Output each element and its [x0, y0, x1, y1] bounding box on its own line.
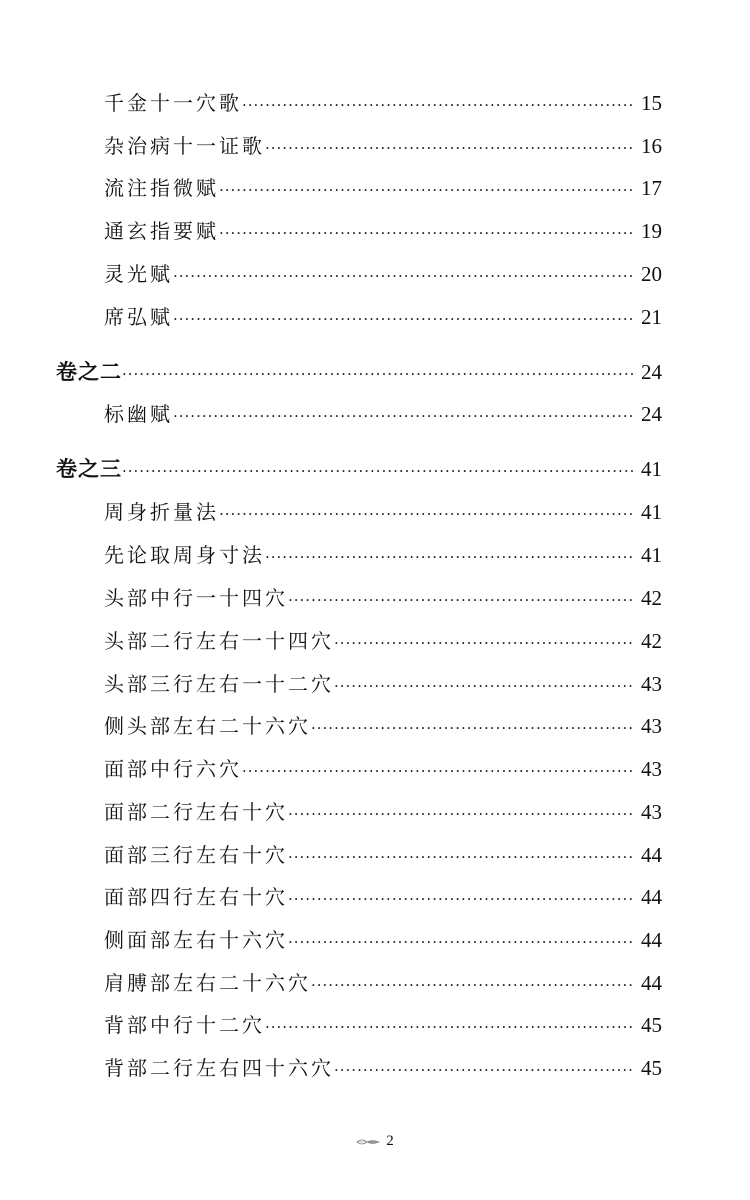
page-number: 2 — [386, 1133, 394, 1149]
dot-leader — [288, 799, 634, 829]
toc-entry[interactable] — [104, 882, 662, 912]
toc-chapter-title: 卷之三 — [56, 456, 122, 481]
toc-entry-page: 45 — [641, 1013, 662, 1037]
dot-leader — [311, 970, 634, 1000]
dot-leader — [173, 304, 634, 334]
toc-entry[interactable] — [104, 540, 662, 570]
toc-entry-page: 44 — [641, 843, 662, 867]
toc-entry[interactable] — [104, 216, 662, 246]
dot-leader — [122, 359, 634, 389]
dot-leader — [219, 175, 634, 205]
dot-leader — [219, 218, 634, 248]
toc-entry-page: 43 — [641, 672, 662, 696]
toc-entry[interactable] — [104, 840, 662, 870]
dot-leader — [334, 628, 634, 658]
toc-entry-page: 17 — [641, 176, 662, 200]
toc-entry-title: 先论取周身寸法 — [104, 543, 265, 567]
toc-entry-title: 席弘赋 — [104, 305, 173, 329]
toc-entry-page: 15 — [641, 91, 662, 115]
dot-leader — [122, 456, 634, 486]
toc-entry[interactable] — [104, 754, 662, 784]
toc-entry[interactable] — [104, 669, 662, 699]
toc-entry-page: 42 — [641, 629, 662, 653]
toc-entry-page: 43 — [641, 757, 662, 781]
toc-entry-title: 背部中行十二穴 — [104, 1013, 265, 1037]
toc-entry[interactable] — [104, 497, 662, 527]
toc-entry-title: 流注指微赋 — [104, 176, 219, 200]
dot-leader — [288, 927, 634, 957]
toc-entry[interactable] — [104, 968, 662, 998]
toc-entry-title: 杂治病十一证歌 — [104, 134, 265, 158]
dot-leader — [288, 585, 634, 615]
dot-leader — [173, 261, 634, 291]
dot-leader — [242, 90, 634, 120]
toc-entry-title: 面部三行左右十穴 — [104, 843, 288, 867]
toc-entry-page: 43 — [641, 714, 662, 738]
toc-entry[interactable] — [104, 583, 662, 613]
toc-entry[interactable] — [104, 626, 662, 656]
toc-entry-page: 41 — [641, 500, 662, 524]
page-footer — [0, 1133, 750, 1150]
toc-entry-title: 面部二行左右十穴 — [104, 800, 288, 824]
toc-entry[interactable] — [104, 259, 662, 289]
toc-entry[interactable] — [104, 1053, 662, 1083]
dot-leader — [265, 1012, 634, 1042]
toc-entry-title: 灵光赋 — [104, 262, 173, 286]
toc-entry-page: 24 — [641, 360, 662, 384]
dot-leader — [288, 884, 634, 914]
toc-entry-page: 19 — [641, 219, 662, 243]
leaf-ornament-icon — [356, 1137, 380, 1147]
dot-leader — [265, 133, 634, 163]
dot-leader — [265, 542, 634, 572]
toc-entry-title: 侧面部左右十六穴 — [104, 928, 288, 952]
toc-entry-page: 41 — [641, 457, 662, 481]
dot-leader — [311, 713, 634, 743]
dot-leader — [173, 401, 634, 431]
dot-leader — [288, 842, 634, 872]
toc-entry[interactable] — [104, 131, 662, 161]
toc-entry-page: 21 — [641, 305, 662, 329]
toc-entry[interactable] — [104, 1010, 662, 1040]
toc-entry-title: 头部三行左右一十二穴 — [104, 672, 334, 696]
toc-entry-title: 面部四行左右十穴 — [104, 885, 288, 909]
toc-entry-page: 41 — [641, 543, 662, 567]
toc-entry-page: 44 — [641, 971, 662, 995]
toc-entry-page: 16 — [641, 134, 662, 158]
toc-entry-title: 头部中行一十四穴 — [104, 586, 288, 610]
dot-leader — [219, 499, 634, 529]
toc-entry-title: 通玄指要赋 — [104, 219, 219, 243]
toc-entry[interactable] — [104, 925, 662, 955]
toc-entry[interactable] — [104, 399, 662, 429]
toc-entry[interactable] — [104, 302, 662, 332]
toc-entry[interactable] — [104, 88, 662, 118]
dot-leader — [242, 756, 634, 786]
toc-chapter-title: 卷之二 — [56, 359, 122, 384]
toc-chapter-entry[interactable] — [56, 357, 662, 387]
toc-entry-page: 24 — [641, 402, 662, 426]
toc-entry-title: 面部中行六穴 — [104, 757, 242, 781]
toc-entry-page: 44 — [641, 885, 662, 909]
toc-entry[interactable] — [104, 711, 662, 741]
toc-entry-page: 20 — [641, 262, 662, 286]
toc-entry-page: 45 — [641, 1056, 662, 1080]
toc-entry[interactable] — [104, 173, 662, 203]
toc-entry-title: 标幽赋 — [104, 402, 173, 426]
dot-leader — [334, 1055, 634, 1085]
toc-chapter-entry[interactable] — [56, 454, 662, 484]
toc-entry-title: 头部二行左右一十四穴 — [104, 629, 334, 653]
toc-entry-title: 周身折量法 — [104, 500, 219, 524]
toc-entry-title: 肩膊部左右二十六穴 — [104, 971, 311, 995]
toc-entry-page: 44 — [641, 928, 662, 952]
toc-entry[interactable] — [104, 797, 662, 827]
toc-entry-title: 背部二行左右四十六穴 — [104, 1056, 334, 1080]
toc-entry-title: 千金十一穴歌 — [104, 91, 242, 115]
toc-entry-title: 侧头部左右二十六穴 — [104, 714, 311, 738]
toc-entry-page: 42 — [641, 586, 662, 610]
toc-entry-page: 43 — [641, 800, 662, 824]
dot-leader — [334, 671, 634, 701]
